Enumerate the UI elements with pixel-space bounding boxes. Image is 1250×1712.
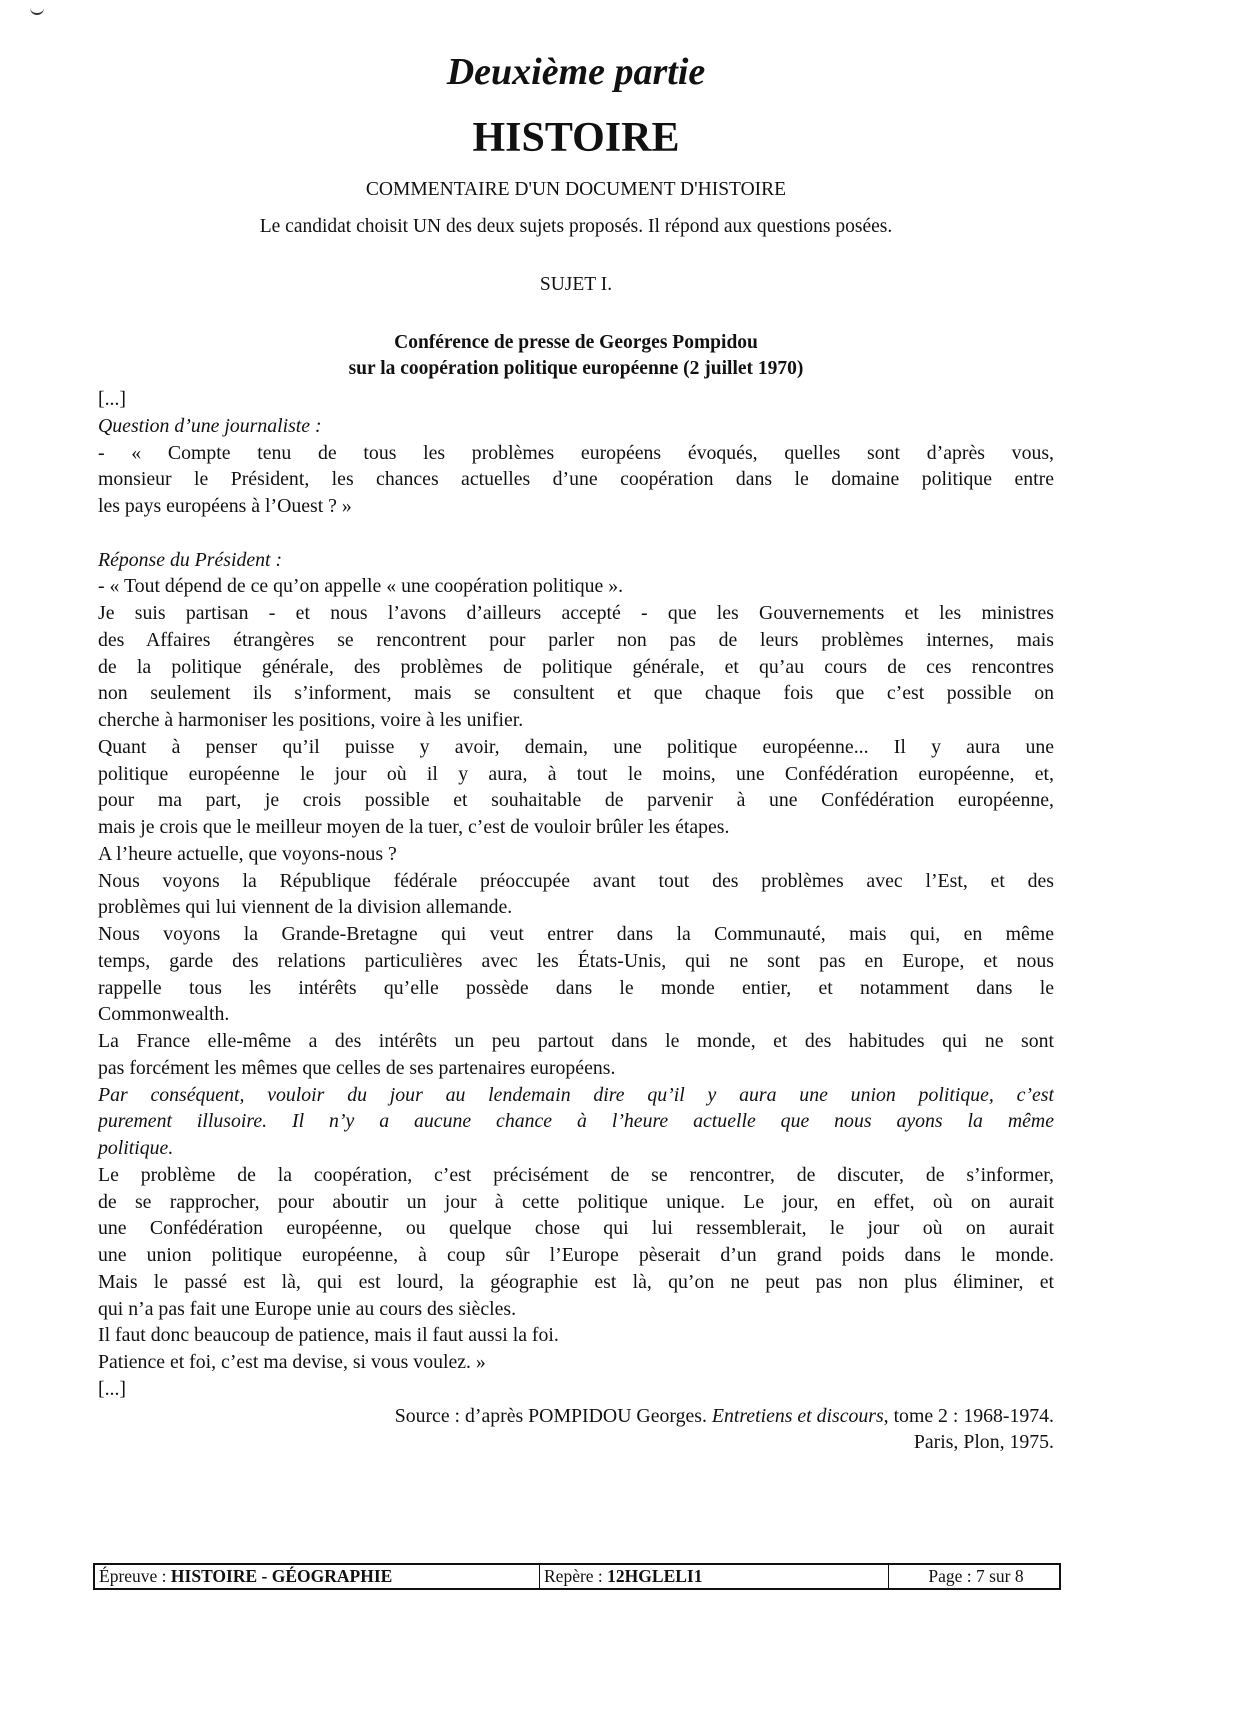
text-line: - « Compte tenu de tous les problèmes européens évoqués, quelles sont d’après vous, <box>98 441 1054 464</box>
source-suffix: , tome 2 : 1968-1974. <box>883 1404 1054 1427</box>
text-line: Par conséquent, vouloir du jour au lendemain dire qu’il y aura une union politique, c’est <box>98 1083 1054 1106</box>
text-line: Le problème de la coopération, c’est précisément de se rencontrer, de discuter, de s’informer, <box>98 1163 1054 1186</box>
source-prefix: Source : d’après POMPIDOU Georges. <box>394 1404 712 1427</box>
text-line: rappelle tous les intérêts qu’elle possède dans le monde entier, et notamment dans le <box>98 976 1054 999</box>
document-title-line-1: Conférence de presse de Georges Pompidou <box>394 332 758 353</box>
text-line: Commonwealth. <box>98 1003 230 1026</box>
epreuve-label: Épreuve : <box>99 1566 167 1586</box>
document-title-line-2: sur la coopération politique européenne (2 juillet 1970) <box>348 358 804 379</box>
footer-table <box>93 1563 1061 1590</box>
document-text <box>98 386 1054 1403</box>
repere-label: Repère : <box>544 1566 603 1586</box>
text-line: des Affaires étrangères se rencontrent pour parler non pas de leurs problèmes internes, mais <box>98 628 1054 651</box>
text-line: de se rapprocher, pour aboutir un jour à cette politique unique. Le jour, en effet, où on aurait <box>98 1190 1054 1213</box>
text-line: une union politique européenne, à coup sûr l’Europe pèserait d’un grand poids dans le monde. <box>98 1244 1054 1266</box>
epreuve-value: HISTOIRE - GÉOGRAPHIE <box>170 1566 393 1586</box>
text-line: pas forcément les mêmes que celles de ses partenaires européens. <box>98 1056 616 1079</box>
document-body <box>98 386 1054 1456</box>
text-line: A l’heure actuelle, que voyons-nous ? <box>98 842 397 865</box>
text-line: Question d’une journaliste : <box>98 414 322 437</box>
text-line: Quant à penser qu’il puisse y avoir, demain, une politique européenne... Il y aura une <box>98 735 1054 758</box>
text-line: de la politique générale, des problèmes de politique générale, et qu’au cours de ces rencontres <box>98 655 1054 678</box>
text-line: pour ma part, je crois possible et souhaitable de parvenir à une Confédération européenne, <box>98 789 1054 812</box>
text-line: Je suis partisan - et nous l’avons d’ailleurs accepté - que les Gouvernements et les ministres <box>98 602 1054 624</box>
text-line: les pays européens à l’Ouest ? » <box>98 495 352 517</box>
source-publisher: Paris, Plon, 1975. <box>913 1431 1054 1454</box>
text-line: Il faut donc beaucoup de patience, mais il faut aussi la foi. <box>98 1324 559 1347</box>
part-title: Deuxième partie <box>446 51 706 93</box>
text-line: qui n’a pas fait une Europe unie au cours des siècles. <box>98 1297 517 1320</box>
instructions: Le candidat choisit UN des deux sujets proposés. Il répond aux questions posées. <box>259 216 893 237</box>
text-line: purement illusoire. Il n’y a aucune chance à l’heure actuelle que nous ayons la même <box>98 1110 1054 1133</box>
source-citation <box>98 1403 1054 1430</box>
text-line <box>98 520 1054 547</box>
exercise-title: COMMENTAIRE D'UN DOCUMENT D'HISTOIRE <box>365 179 787 200</box>
sujet-label: SUJET I. <box>539 274 613 295</box>
text-line: mais je crois que le meilleur moyen de la tuer, c’est de vouloir brûler les étapes. <box>98 816 730 838</box>
subject-title: HISTOIRE <box>472 115 680 161</box>
source-work: Entretiens et discours <box>711 1404 884 1427</box>
text-line: non seulement ils s’informent, mais se consultent et que chaque fois que c’est possible on <box>98 682 1054 705</box>
repere-value: 12HGLELI1 <box>607 1566 703 1586</box>
text-line: - « Tout dépend de ce qu’on appelle « une coopération politique ». <box>98 575 624 598</box>
text-line: une Confédération européenne, ou quelque chose qui lui ressemblerait, le jour où on aurait <box>98 1217 1054 1240</box>
text-line: temps, garde des relations particulières avec les États-Unis, qui ne sont pas en Europe, et nous <box>98 949 1054 972</box>
text-line: Patience et foi, c’est ma devise, si vous voulez. » <box>98 1351 486 1373</box>
text-line: [...] <box>98 1377 127 1400</box>
document-title <box>98 330 1054 382</box>
scan-mark <box>30 8 44 15</box>
text-line: Nous voyons la Grande-Bretagne qui veut entrer dans la Communauté, mais qui, en même <box>98 923 1054 945</box>
text-line: La France elle-même a des intérêts un peu partout dans le monde, et des habitudes qui ne sont <box>98 1030 1054 1052</box>
text-line: Mais le passé est là, qui est lourd, la géographie est là, qu’on ne peut pas non plus éliminer, et <box>98 1270 1054 1293</box>
text-line: Réponse du Président : <box>98 548 283 571</box>
text-line: cherche à harmoniser les positions, voire à les unifier. <box>98 709 524 731</box>
text-line: Nous voyons la République fédérale préoccupée avant tout des problèmes avec l’Est, et des <box>98 869 1054 892</box>
text-line: politique européenne le jour où il y aura, à tout le moins, une Confédération européenne, et, <box>98 762 1054 785</box>
footer-page: Page : 7 sur 8 <box>928 1566 1024 1586</box>
text-line: politique. <box>98 1137 174 1159</box>
footer-repere <box>540 1565 889 1588</box>
text-line: monsieur le Président, les chances actuelles d’une coopération dans le domaine politique entre <box>98 468 1054 491</box>
text-line: problèmes qui lui viennent de la division allemande. <box>98 896 513 919</box>
text-line: [...] <box>98 388 127 410</box>
footer-epreuve <box>95 1565 540 1588</box>
